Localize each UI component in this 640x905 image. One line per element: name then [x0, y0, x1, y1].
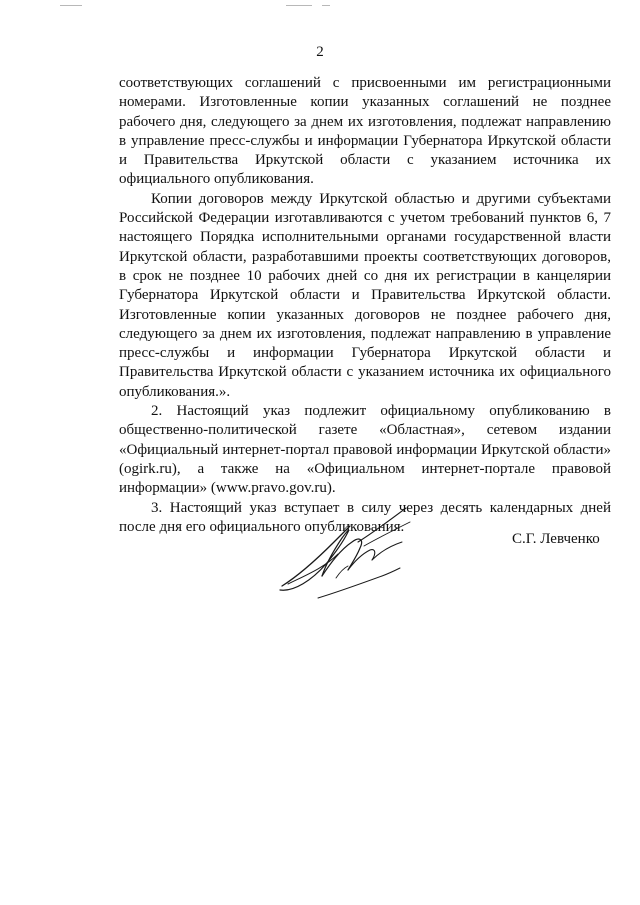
signer-name: С.Г. Левченко [512, 531, 600, 547]
paragraph-continuation: соответствующих соглашений с присвоенными им регистрационными номерами. Изготовленные копии указанных соглашений не позднее рабочего дня, следующего за днем их изготовления, подлежат направлению в управление пресс-службы и информации Губернатора Иркутской области и Правительства Иркутской области с указанием источника их официального опубликования. [119, 75, 611, 188]
scan-artifact-line [322, 5, 330, 6]
paragraph-item-3: 3. Настоящий указ вступает в силу через десять календарных дней после дня его официального опубликования. [119, 499, 611, 535]
paragraph-agreements-copies: Копии договоров между Иркутской областью и другими субъектами Российской Федерации изготавливаются с учетом требований пунктов 6, 7 настоящего Порядка исполнительными органами государственной власти Иркутской области, разработавшими проекты соответствующих договоров, в срок не позднее 10 рабочих дней со дня их регистрации в канцелярии Губернатора Иркутской области и Правительства Иркутской области. Изготовленные копии указанных договоров не позднее рабочего дня, следующего за днем их изготовления, подлежат направлению в управление пресс-службы и информации Губернатора Иркутской области и Правительства Иркутской области с указанием источника их официального опубликования.». [119, 190, 611, 400]
document-body [119, 74, 611, 537]
page-number: 2 [316, 44, 324, 60]
scan-artifact-line [60, 5, 82, 6]
scan-artifact-line [286, 5, 312, 6]
handwritten-signature [278, 506, 418, 602]
paragraph-item-2: 2. Настоящий указ подлежит официальному опубликованию в общественно-политической газете «Областная», сетевом издании «Официальный интернет-портал правовой информации Иркутской области» (ogirk.ru), а также на «Официальном интернет-портале правовой информации» (www.pravo.gov.ru). [119, 403, 611, 497]
